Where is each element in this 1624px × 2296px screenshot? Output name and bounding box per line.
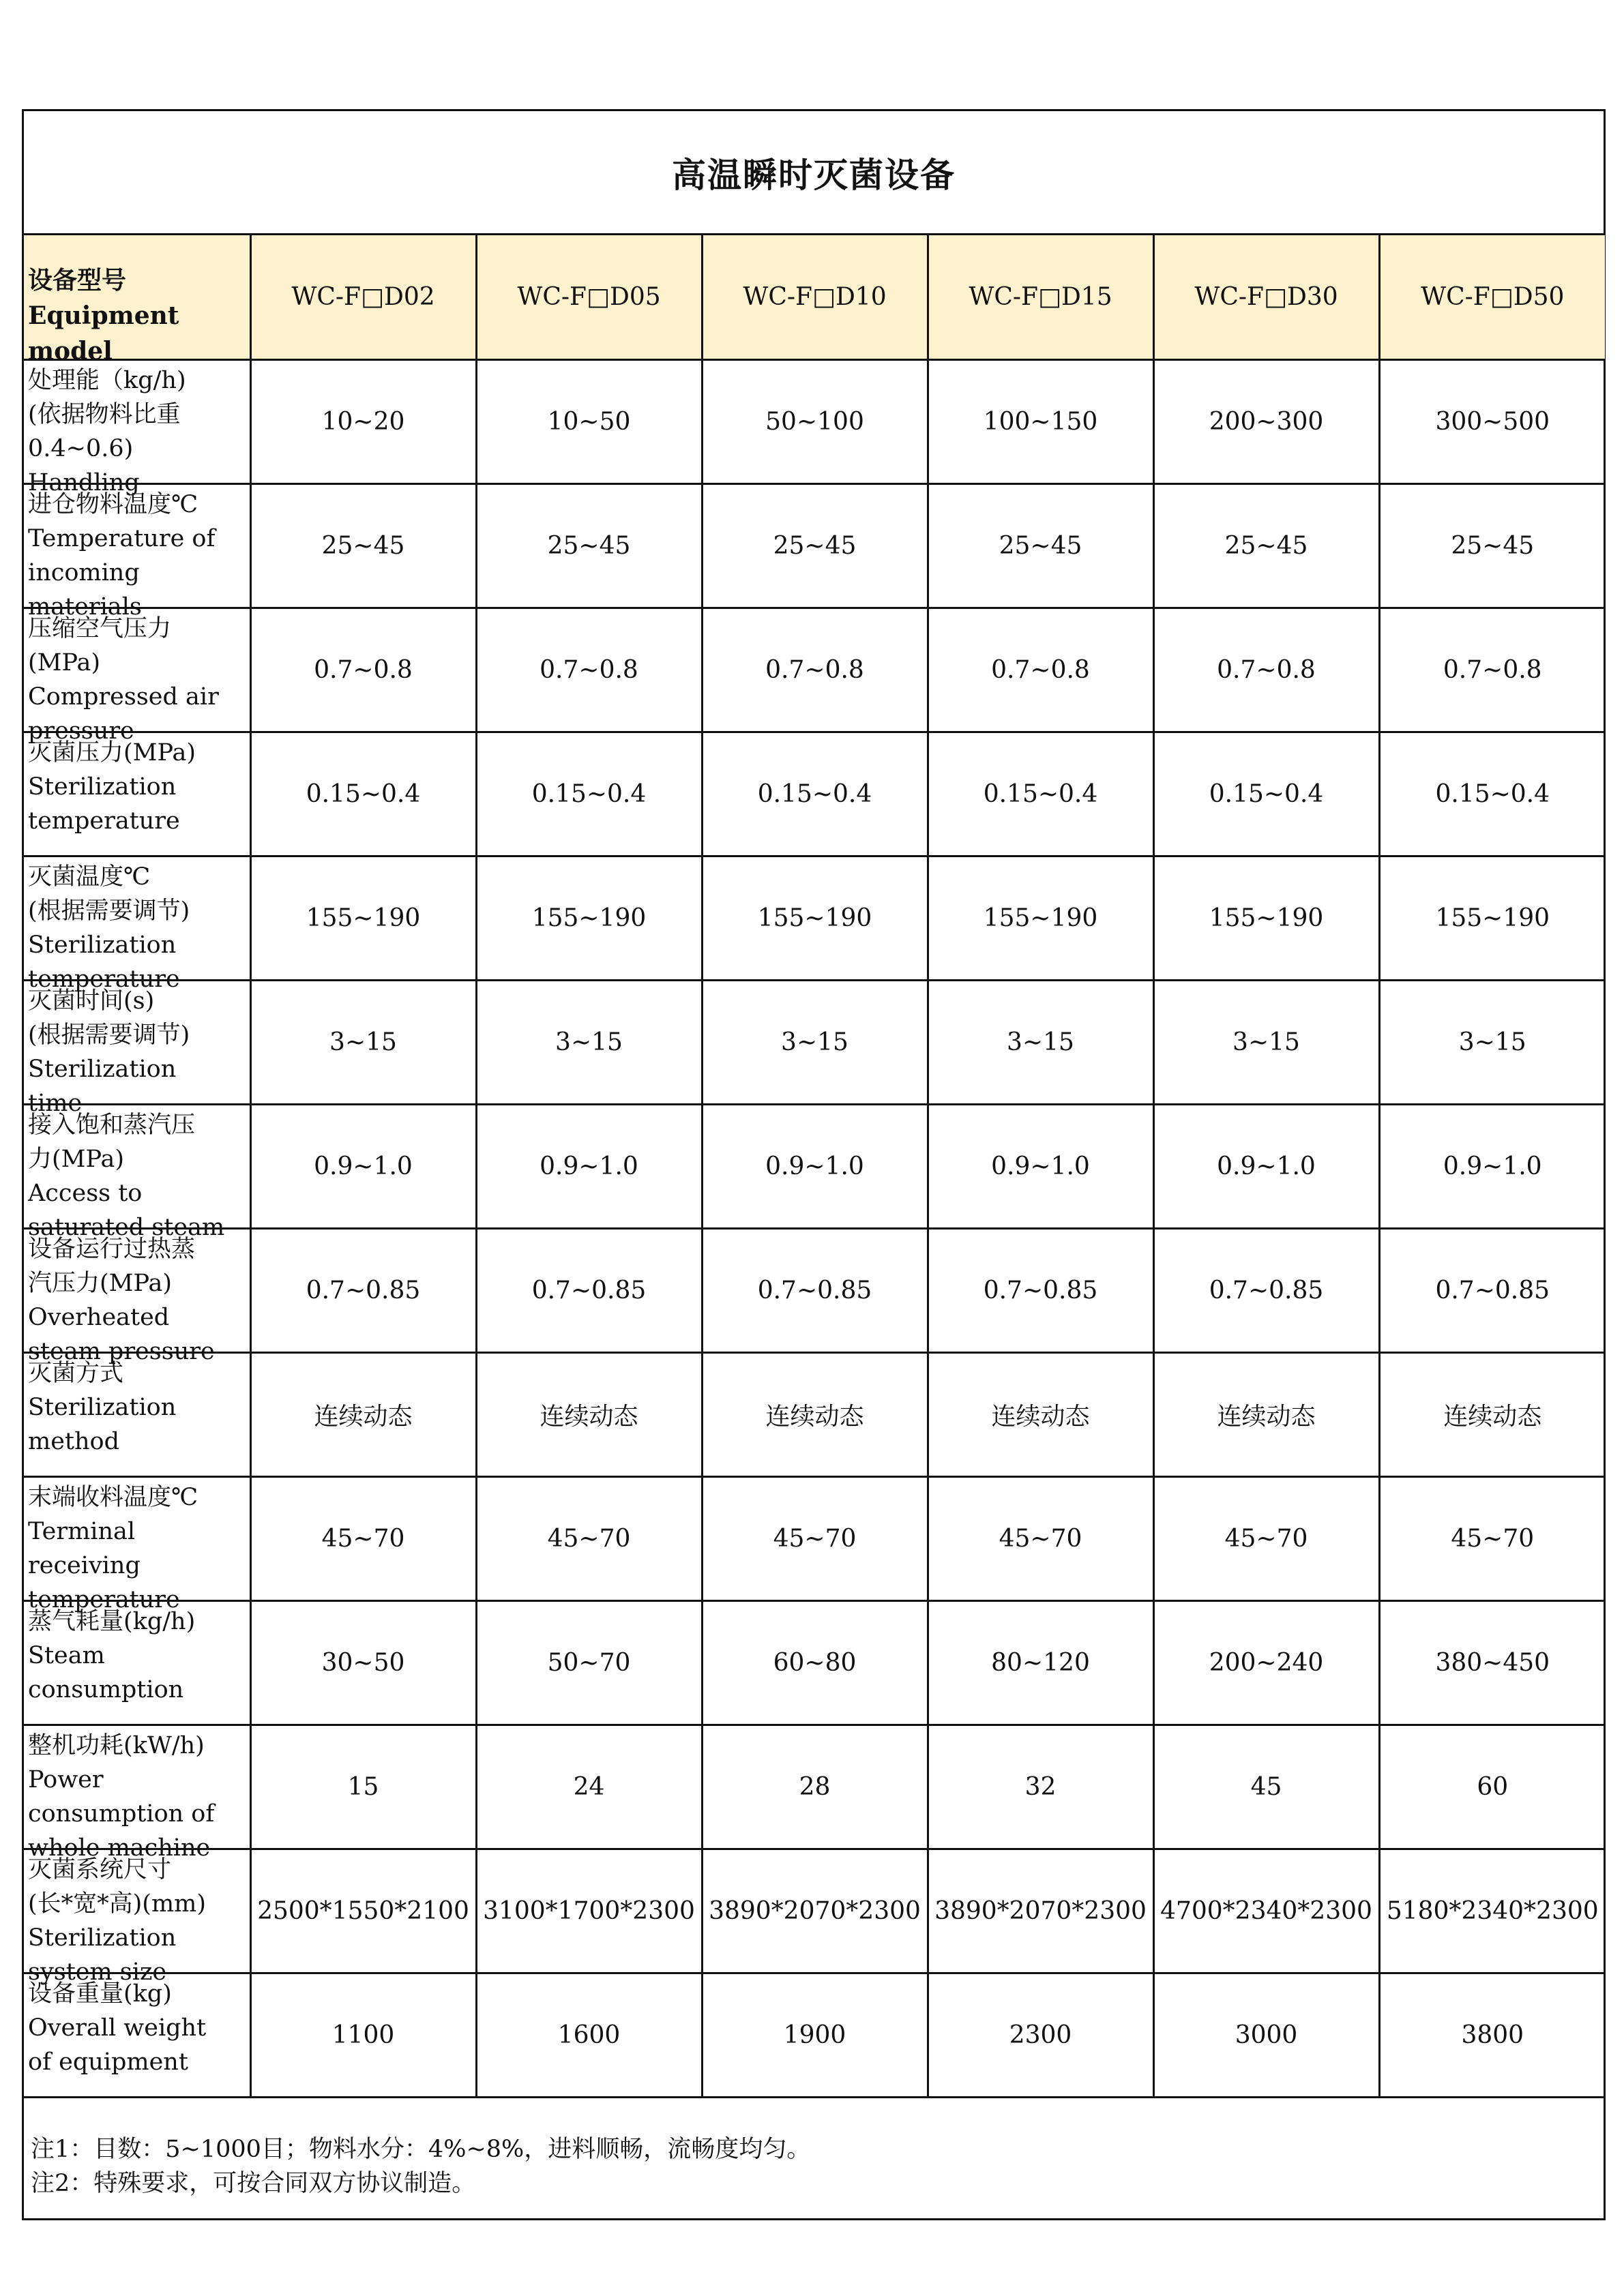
value-cell: 3100*1700*2300: [476, 1849, 702, 1973]
row-label-line: saturated steam: [28, 1213, 225, 1241]
value-cell: 60~80: [702, 1600, 928, 1725]
row-label-line: Steam: [28, 1641, 105, 1669]
model-header-cell: WC-F□D10: [702, 235, 928, 359]
row-label-line: (MPa): [28, 648, 100, 676]
row-label-cell: [24, 1973, 250, 2097]
row-label-cell: [24, 608, 250, 745]
spec-table-wrap: [24, 235, 1604, 2098]
value-cell: 25~45: [1379, 483, 1605, 608]
model-header-cell: WC-F□D30: [1153, 235, 1379, 359]
table-row: [24, 980, 1605, 1104]
value-cell: 25~45: [476, 483, 702, 608]
row-label-line: Sterilization: [28, 931, 177, 959]
value-cell: 0.7~0.8: [476, 608, 702, 732]
row-label-line: 灭菌温度℃: [28, 863, 151, 891]
value-cell: 1100: [250, 1973, 476, 2097]
notes: [24, 2098, 1604, 2222]
value-cell: 0.9~1.0: [702, 1104, 928, 1228]
row-label-line: (长*宽*高)(mm): [28, 1890, 206, 1918]
value-cell: 0.7~0.85: [928, 1228, 1153, 1352]
value-cell: 0.15~0.4: [250, 732, 476, 856]
value-cell: 45~70: [702, 1476, 928, 1600]
row-label-line: Sterilization: [28, 1393, 177, 1421]
model-header-cell: WC-F□D05: [476, 235, 702, 359]
model-header-cell: WC-F□D50: [1379, 235, 1605, 359]
value-cell: 0.15~0.4: [1379, 732, 1605, 856]
value-cell: 28: [702, 1725, 928, 1849]
value-cell: 155~190: [702, 856, 928, 980]
value-cell: 5180*2340*2300: [1379, 1849, 1605, 1973]
value-cell: 3~15: [1379, 980, 1605, 1104]
row-label-line: (依据物料比重: [28, 400, 181, 428]
row-label-line: 进仓物料温度℃: [28, 490, 198, 518]
row-label-cell: [24, 980, 250, 1117]
value-cell: 连续动态: [1379, 1352, 1605, 1476]
value-cell: 200~300: [1153, 359, 1379, 483]
value-cell: 155~190: [250, 856, 476, 980]
table-row: [24, 1104, 1605, 1228]
row-label-line: whole machine: [28, 1834, 211, 1862]
value-cell: 3890*2070*2300: [928, 1849, 1153, 1973]
value-cell: 1600: [476, 1973, 702, 2097]
value-cell: 45: [1153, 1725, 1379, 1849]
row-label-line: 灭菌系统尺寸: [28, 1855, 172, 1883]
table-row: [24, 1849, 1605, 1973]
header-row: [24, 235, 1605, 359]
row-label-line: Compressed air: [28, 683, 219, 711]
value-cell: 45~70: [476, 1476, 702, 1600]
value-cell: 0.7~0.85: [1153, 1228, 1379, 1352]
header-label-line: 设备型号: [28, 266, 127, 295]
row-label-line: Sterilization: [28, 773, 177, 801]
row-label-cell: [24, 1352, 250, 1476]
value-cell: 25~45: [928, 483, 1153, 608]
table-row: [24, 732, 1605, 856]
value-cell: 0.7~0.8: [702, 608, 928, 732]
table-row: [24, 608, 1605, 732]
row-label-line: 汽压力(MPa): [28, 1269, 172, 1297]
row-label-line: Temperature of: [28, 524, 216, 552]
row-label-line: system size: [28, 1958, 167, 1986]
value-cell: 连续动态: [702, 1352, 928, 1476]
row-label-line: 压缩空气压力: [28, 614, 172, 642]
value-cell: 0.15~0.4: [702, 732, 928, 856]
value-cell: 0.7~0.85: [1379, 1228, 1605, 1352]
value-cell: 2300: [928, 1973, 1153, 2097]
row-label-line: pressure: [28, 717, 134, 745]
row-label-line: 接入饱和蒸汽压: [28, 1111, 196, 1139]
header-label-cell: [24, 235, 250, 366]
value-cell: 3~15: [250, 980, 476, 1104]
value-cell: 0.15~0.4: [476, 732, 702, 856]
row-label-line: 处理能（kg/h): [28, 366, 186, 394]
row-label-line: Power: [28, 1765, 104, 1793]
value-cell: 0.9~1.0: [1379, 1104, 1605, 1228]
row-label-cell: [24, 359, 250, 496]
row-label-line: temperature: [28, 807, 180, 835]
value-cell: 10~50: [476, 359, 702, 483]
row-label-line: 整机功耗(kW/h): [28, 1731, 205, 1759]
value-cell: 1900: [702, 1973, 928, 2097]
value-cell: 155~190: [1153, 856, 1379, 980]
value-cell: 45~70: [1379, 1476, 1605, 1600]
value-cell: 3800: [1379, 1973, 1605, 2097]
value-cell: 连续动态: [250, 1352, 476, 1476]
value-cell: 3~15: [1153, 980, 1379, 1104]
row-label-cell: [24, 1476, 250, 1613]
value-cell: 380~450: [1379, 1600, 1605, 1725]
table-row: [24, 483, 1605, 608]
row-label-line: consumption: [28, 1675, 184, 1703]
row-label-line: Overall weight: [28, 2014, 207, 2042]
row-label-line: temperature: [28, 1585, 180, 1613]
value-cell: 25~45: [1153, 483, 1379, 608]
row-label-cell: [24, 856, 250, 993]
value-cell: 25~45: [702, 483, 928, 608]
row-label-cell: [24, 483, 250, 621]
row-label-line: 末端收料温度℃: [28, 1483, 198, 1511]
row-label-line: consumption of: [28, 1800, 215, 1828]
value-cell: 3~15: [476, 980, 702, 1104]
note-line: 注1：目数：5~1000目；物料水分：4%~8%，进料顺畅，流畅度均匀。: [31, 2135, 811, 2163]
row-label-line: 蒸气耗量(kg/h): [28, 1607, 196, 1635]
value-cell: 0.7~0.85: [250, 1228, 476, 1352]
value-cell: 155~190: [1379, 856, 1605, 980]
row-label-cell: [24, 1849, 250, 1986]
row-label-line: receiving: [28, 1551, 141, 1579]
value-cell: 0.9~1.0: [928, 1104, 1153, 1228]
value-cell: 2500*1550*2100: [250, 1849, 476, 1973]
value-cell: 50~70: [476, 1600, 702, 1725]
table-row: [24, 1352, 1605, 1476]
row-label-line: 灭菌方式: [28, 1359, 124, 1387]
row-label-cell: [24, 1725, 250, 1862]
value-cell: 200~240: [1153, 1600, 1379, 1725]
table-row: [24, 1725, 1605, 1849]
row-label-line: (根据需要调节): [28, 897, 190, 925]
row-label-cell: [24, 1228, 250, 1365]
title-row: [24, 111, 1604, 235]
table-row: [24, 1476, 1605, 1600]
value-cell: 0.15~0.4: [928, 732, 1153, 856]
row-label-line: Access to: [28, 1179, 143, 1207]
spec-sheet: [22, 109, 1606, 2220]
value-cell: 155~190: [476, 856, 702, 980]
table-row: [24, 359, 1605, 483]
value-cell: 3~15: [928, 980, 1153, 1104]
row-label-line: 设备运行过热蒸: [28, 1235, 196, 1263]
value-cell: 100~150: [928, 359, 1153, 483]
value-cell: 3~15: [702, 980, 928, 1104]
row-label-line: 灭菌时间(s): [28, 987, 155, 1015]
value-cell: 30~50: [250, 1600, 476, 1725]
value-cell: 15: [250, 1725, 476, 1849]
value-cell: 3000: [1153, 1973, 1379, 2097]
value-cell: 0.7~0.85: [476, 1228, 702, 1352]
row-label-line: time: [28, 1089, 83, 1117]
row-label-line: (根据需要调节): [28, 1021, 190, 1049]
row-label-line: incoming: [28, 558, 140, 586]
value-cell: 10~20: [250, 359, 476, 483]
row-label-cell: [24, 732, 250, 856]
value-cell: 45~70: [250, 1476, 476, 1600]
note-line: 注2：特殊要求，可按合同双方协议制造。: [31, 2169, 476, 2197]
row-label-line: method: [28, 1427, 119, 1455]
value-cell: 0.15~0.4: [1153, 732, 1379, 856]
value-cell: 连续动态: [928, 1352, 1153, 1476]
table-row: [24, 1600, 1605, 1725]
value-cell: 0.9~1.0: [1153, 1104, 1379, 1228]
value-cell: 0.9~1.0: [250, 1104, 476, 1228]
row-label-line: 0.4~0.6): [28, 434, 134, 462]
value-cell: 3890*2070*2300: [702, 1849, 928, 1973]
table-row: [24, 856, 1605, 980]
value-cell: 0.9~1.0: [476, 1104, 702, 1228]
value-cell: 连续动态: [476, 1352, 702, 1476]
row-label-line: Overheated: [28, 1303, 170, 1331]
value-cell: 45~70: [928, 1476, 1153, 1600]
value-cell: 0.7~0.85: [702, 1228, 928, 1352]
row-label-cell: [24, 1104, 250, 1241]
row-label-line: steam pressure: [28, 1337, 215, 1365]
value-cell: 4700*2340*2300: [1153, 1849, 1379, 1973]
value-cell: 60: [1379, 1725, 1605, 1849]
row-label-line: 设备重量(kg): [28, 1980, 172, 2008]
value-cell: 25~45: [250, 483, 476, 608]
value-cell: 连续动态: [1153, 1352, 1379, 1476]
value-cell: 80~120: [928, 1600, 1153, 1725]
value-cell: 50~100: [702, 359, 928, 483]
model-header-cell: WC-F□D15: [928, 235, 1153, 359]
value-cell: 300~500: [1379, 359, 1605, 483]
value-cell: 32: [928, 1725, 1153, 1849]
row-label-line: materials: [28, 593, 142, 621]
row-label-line: Sterilization: [28, 1924, 177, 1952]
value-cell: 0.7~0.8: [928, 608, 1153, 732]
value-cell: 0.7~0.8: [1153, 608, 1379, 732]
value-cell: 0.7~0.8: [1379, 608, 1605, 732]
row-label-cell: [24, 1600, 250, 1725]
row-label-line: of equipment: [28, 2048, 188, 2076]
row-label-line: Sterilization: [28, 1055, 177, 1083]
row-label-line: 力(MPa): [28, 1145, 124, 1173]
table-row: [24, 1228, 1605, 1352]
header-label-line: Equipment model: [28, 301, 179, 366]
value-cell: 24: [476, 1725, 702, 1849]
row-label-line: Handling: [28, 468, 140, 496]
row-label-line: temperature: [28, 965, 180, 993]
table-row: [24, 1973, 1605, 2097]
row-label-line: Terminal: [28, 1517, 136, 1545]
page-title: 高温瞬时灭菌设备: [672, 154, 956, 195]
model-header-cell: WC-F□D02: [250, 235, 476, 359]
value-cell: 155~190: [928, 856, 1153, 980]
spec-table: [24, 235, 1605, 2098]
row-label-line: 灭菌压力(MPa): [28, 739, 196, 766]
value-cell: 0.7~0.8: [250, 608, 476, 732]
value-cell: 45~70: [1153, 1476, 1379, 1600]
